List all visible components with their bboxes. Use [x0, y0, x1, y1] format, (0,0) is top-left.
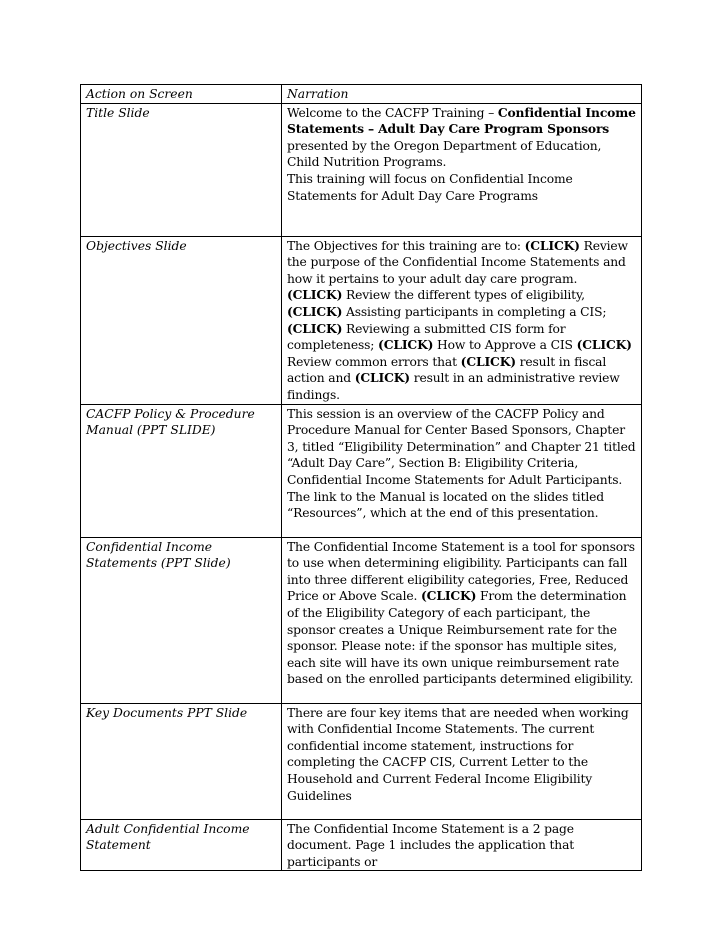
action-cell: Confidential Income Statements (PPT Slide)	[81, 537, 282, 703]
narration-cell	[282, 103, 642, 236]
click-marker: (CLICK)	[576, 337, 632, 353]
narration-table	[80, 84, 642, 871]
narration-cell: The Confidential Income Statement is a 2 page document. Page 1 includes the application that participants or	[282, 819, 642, 871]
click-marker: (CLICK)	[460, 353, 516, 369]
narration-text: Review the purpose of the Confidential Income Statements and how it pertains to your adult day care program.	[287, 238, 628, 286]
narration-text: The Confidential Income Statement is a tool for sponsors to use when determining eligibility. Participants can fall into three different eligibility categories, Free, Reduced Price or Above Scale.	[287, 539, 635, 604]
action-cell: Key Documents PPT Slide	[81, 703, 282, 819]
click-marker: (CLICK)	[378, 337, 434, 353]
narration-text: Welcome to the CACFP Training –	[287, 105, 498, 120]
narration-cell: This session is an overview of the CACFP Policy and Procedure Manual for Center Based Sponsors, Chapter 3, titled “Eligibility Determination” and Chapter 21 titled “Adult Day Care”, Section B: Eligibility Criteria, Confidential Income Statements for Adult Participants. The link to the Manual is located on the slides titled “Resources”, which at the end of this presentation.	[282, 404, 642, 537]
table-row	[81, 819, 642, 871]
header-action: Action on Screen	[81, 85, 282, 104]
click-marker: (CLICK)	[421, 588, 477, 604]
click-marker: (CLICK)	[354, 370, 410, 386]
narration-text: The Objectives for this training are to:	[287, 238, 525, 253]
narration-text: presented by the Oregon Department of Education, Child Nutrition Programs.	[287, 138, 602, 170]
table-row	[81, 537, 642, 703]
narration-text: Review the different types of eligibility,	[342, 288, 585, 303]
narration-text: From the determination of the Eligibility Category of each participant, the sponsor creates a Unique Reimbursement rate for the sponsor. Please note: if the sponsor has multiple sites, each site will have its own unique reimbursement rate based on the enrolled participants determined eligibility.	[287, 589, 634, 687]
action-cell: CACFP Policy & Procedure Manual (PPT SLIDE)	[81, 404, 282, 537]
narration-bold-title: Confidential Income Statements – Adult Day Care Program Sponsors	[287, 104, 636, 137]
click-marker: (CLICK)	[287, 303, 343, 319]
click-marker: (CLICK)	[524, 237, 580, 253]
narration-text: Assisting participants in completing a CIS;	[342, 304, 607, 319]
narration-cell	[282, 236, 642, 404]
narration-text: Reviewing a submitted CIS form for completeness;	[287, 321, 566, 353]
table-row	[81, 236, 642, 404]
action-cell: Objectives Slide	[81, 236, 282, 404]
table-row	[81, 703, 642, 819]
action-cell: Title Slide	[81, 103, 282, 236]
narration-text: result in an administrative review findings.	[287, 371, 620, 402]
action-cell: Adult Confidential Income Statement	[81, 819, 282, 871]
narration-text: Review common errors that	[287, 354, 461, 369]
table-row	[81, 404, 642, 537]
narration-cell	[282, 537, 642, 703]
narration-text: result in fiscal action and	[287, 354, 607, 386]
table-row	[81, 103, 642, 236]
narration-text: How to Approve a CIS	[433, 338, 577, 353]
click-marker: (CLICK)	[287, 320, 343, 336]
header-narration: Narration	[282, 85, 642, 104]
click-marker: (CLICK)	[287, 287, 343, 303]
table-header-row	[81, 85, 642, 104]
narration-text: This training will focus on Confidential Income Statements for Adult Day Care Programs	[287, 171, 573, 203]
narration-cell: There are four key items that are needed when working with Confidential Income Statements. The current confidential income statement, instructions for completing the CACFP CIS, Current Letter to the Household and Current Federal Income Eligibility Guidelines	[282, 703, 642, 819]
